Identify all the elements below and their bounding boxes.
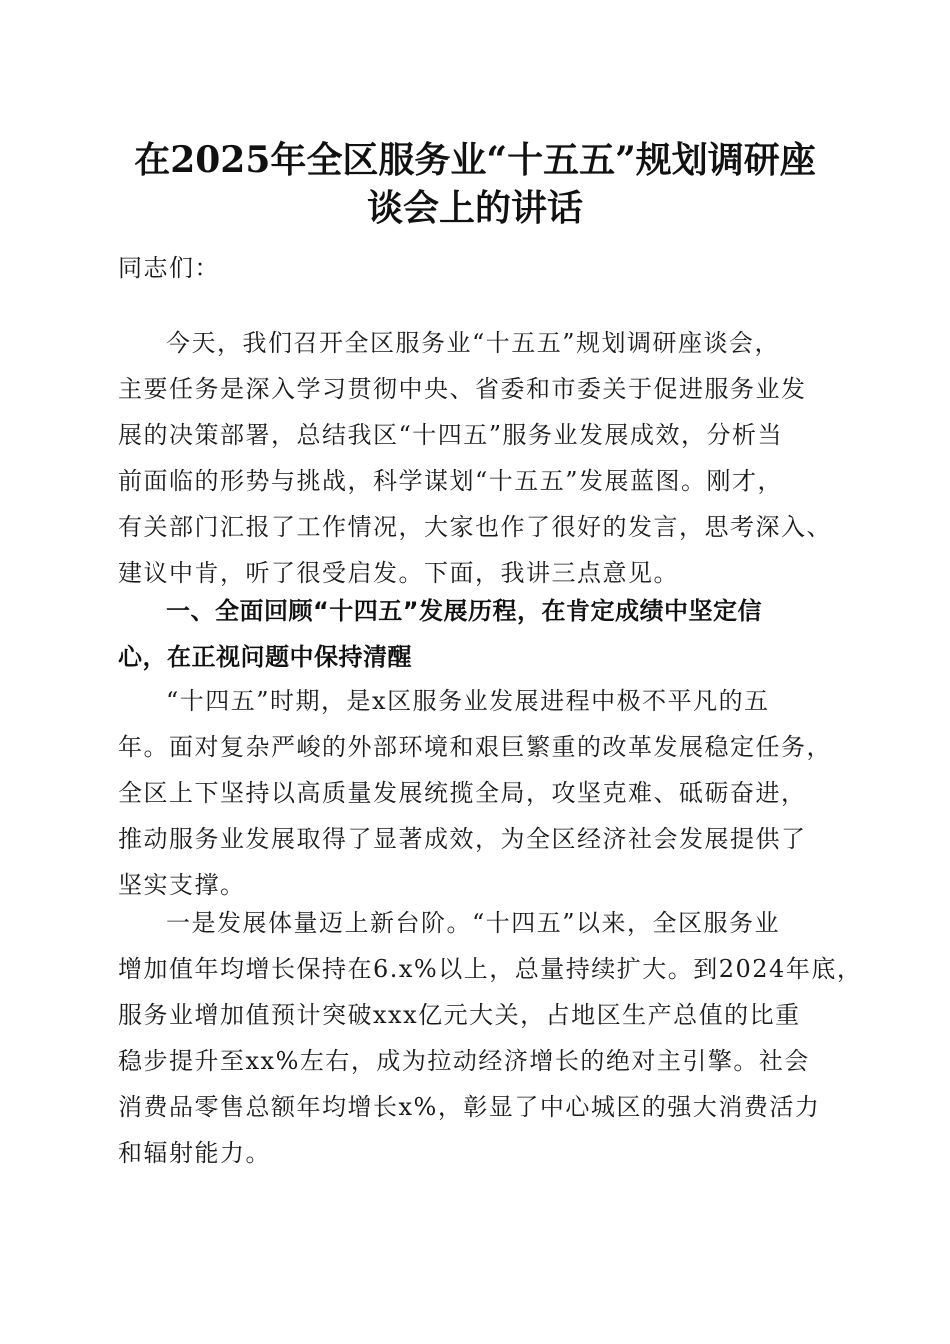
intro-line: 展的决策部署，总结我区“十四五”服务业发展成效，分析当 [118, 421, 784, 449]
document-title-line-2: 谈会上的讲话 [366, 187, 583, 229]
point-paragraph-line: 一是发展体量迈上新台阶。“十四五”以来，全区服务业 [166, 909, 781, 937]
intro-line: 有关部门汇报了工作情况，大家也作了很好的发言，思考深入、 [118, 513, 832, 541]
point-paragraph-line: 稳步提升至xx%左右，成为拉动经济增长的绝对主引擎。社会 [118, 1047, 810, 1075]
point-paragraph-line: 增加值年均增长保持在6.x%以上，总量持续扩大。到2024年底， [118, 955, 863, 983]
intro-line: 今天，我们召开全区服务业“十五五”规划调研座谈会， [166, 329, 781, 357]
section-heading-line: 一、全面回顾“十四五”发展历程，在肯定成绩中坚定信 [166, 597, 763, 625]
point-paragraph-line: 服务业增加值预计突破xxx亿元大关，占地区生产总值的比重 [118, 1001, 801, 1029]
intro-line: 前面临的形势与挑战，科学谋划“十五五”发展蓝图。刚才， [118, 467, 784, 495]
section-paragraph-line: 年。面对复杂严峻的外部环境和艰巨繁重的改革发展稳定任务， [118, 733, 832, 761]
section-heading-line: 心，在正视问题中保持清醒 [118, 643, 412, 671]
section-paragraph-line: 坚实支撑。 [118, 871, 246, 899]
section-paragraph-line: 推动服务业发展取得了显著成效，为全区经济社会发展提供了 [118, 825, 807, 853]
salutation: 同志们： [118, 254, 220, 282]
section-paragraph-line: “十四五”时期，是x区服务业发展进程中极不平凡的五 [166, 687, 770, 715]
intro-line: 建议中肯，听了很受启发。下面，我讲三点意见。 [118, 559, 679, 587]
intro-line: 主要任务是深入学习贯彻中央、省委和市委关于促进服务业发 [118, 375, 807, 403]
section-paragraph-line: 全区上下坚持以高质量发展统揽全局，攻坚克难、砥砺奋进， [118, 779, 807, 807]
point-paragraph-line: 和辐射能力。 [118, 1139, 271, 1167]
document-title-line-1: 在2025年全区服务业“十五五”规划调研座 [134, 139, 816, 181]
point-paragraph-line: 消费品零售总额年均增长x%，彰显了中心城区的强大消费活力 [118, 1093, 821, 1121]
